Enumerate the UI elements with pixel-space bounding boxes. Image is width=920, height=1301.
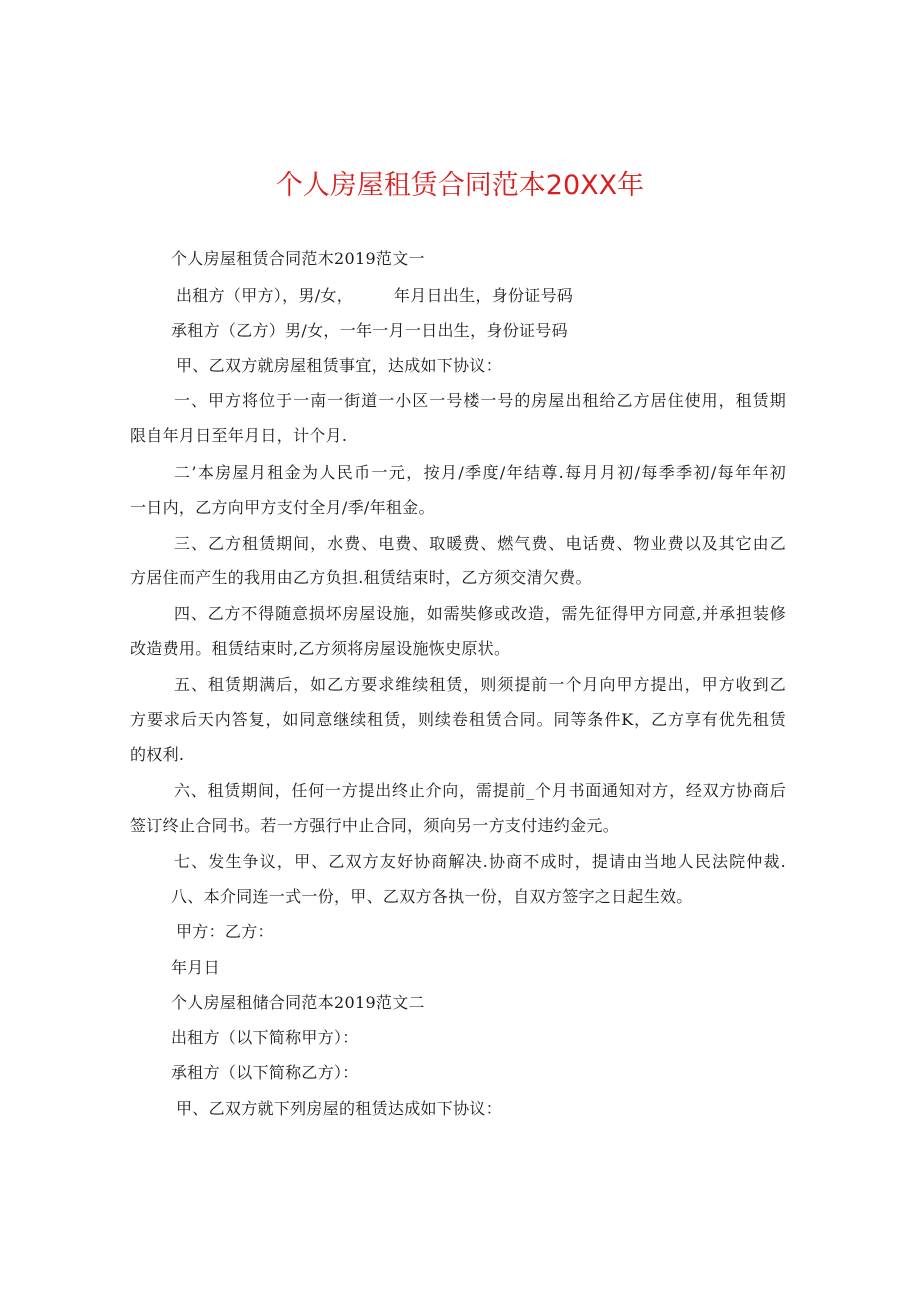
document-title: 个人房屋租赁合同范本20XX年 [275, 170, 645, 201]
clause-1-line-2: 限自年月日至年月日，计个月. [130, 426, 348, 445]
clause-5-line-3: 的权利. [130, 745, 185, 764]
lessor-line: 出租方（甲方），男/女， 年月日出生，身份证号码 [176, 286, 574, 305]
lessor-line-2: 出租方（以下简称甲方）： [171, 1028, 359, 1047]
clause-6-line-1: 六、租赁期间，任何一方提出终止介向，需提前_个月书面通知对方，经双方协商后 [174, 781, 786, 800]
clause-6-line-2: 签订终止合同书。若一方强行中止合同，须向另一方支付违约金元。 [130, 816, 620, 835]
clause-4-line-2: 改造费用。租赁结束时,乙方须将房屋设施恢史原状。 [130, 639, 511, 658]
signature-parties: 甲方：乙方： [176, 922, 274, 941]
clause-2-line-2: 一日内，乙方向甲方支付全月/季/年租金。 [130, 498, 435, 517]
clause-7-line: 七、发生争议，甲、乙双方友好协商解决.协商不成时，提请由当地人民法院仲裁. [174, 852, 786, 871]
clause-1-line-1: 一、甲方将位于一南一街道一小区一号楼一号的房屋出租给乙方居住使用，租赁期 [174, 391, 786, 410]
clause-2-line-1: 二’本房屋月租金为人民币一元，按月/季度/年结尊.每月月初/每季季初/每年年初 [174, 463, 786, 482]
section-heading-1: 个人房屋租赁合同范木2019范文一 [171, 249, 425, 268]
clause-3-line-1: 三、乙方租赁期间，水费、电费、取暖费、燃气费、电话费、物业费以及其它由乙 [174, 534, 786, 553]
agreement-intro: 甲、乙双方就房屋租赁事宜，达成如下协议： [176, 356, 503, 375]
clause-8-line: 八、本介同连一式一份，甲、乙双方各执一份，自双方签字之日起生效。 [171, 887, 693, 906]
clause-3-line-2: 方居住而产生的我用由乙方负担.租赁结束时，乙方须交清欠费。 [130, 568, 592, 587]
clause-5-line-1: 五、租赁期满后，如乙方要求维续租赁，则须提前一个月向甲方提出，甲方收到乙 [174, 675, 786, 694]
section-heading-2: 个人房屋租储合同范本2019范文二 [171, 993, 425, 1012]
lessee-line: 承租方（乙方）男/女，一年一月一日出生，身份证号码 [171, 321, 568, 340]
lessee-line-2: 承租方（以下简称乙方）： [171, 1063, 359, 1082]
clause-4-line-1: 四、乙方不得随意损坏房屋设施，如需奘修或改造，需先征得甲方同意,并承担装修 [174, 604, 786, 623]
agreement-intro-2: 甲、乙双方就下列房屋的租赁达成如下协议： [176, 1099, 503, 1118]
signature-date: 年月日 [171, 958, 220, 977]
clause-5-line-2: 方要求后天内答复，如同意继续租赁，则续卷租赁合同。同等条件K，乙方享有优先租赁 [130, 710, 786, 729]
